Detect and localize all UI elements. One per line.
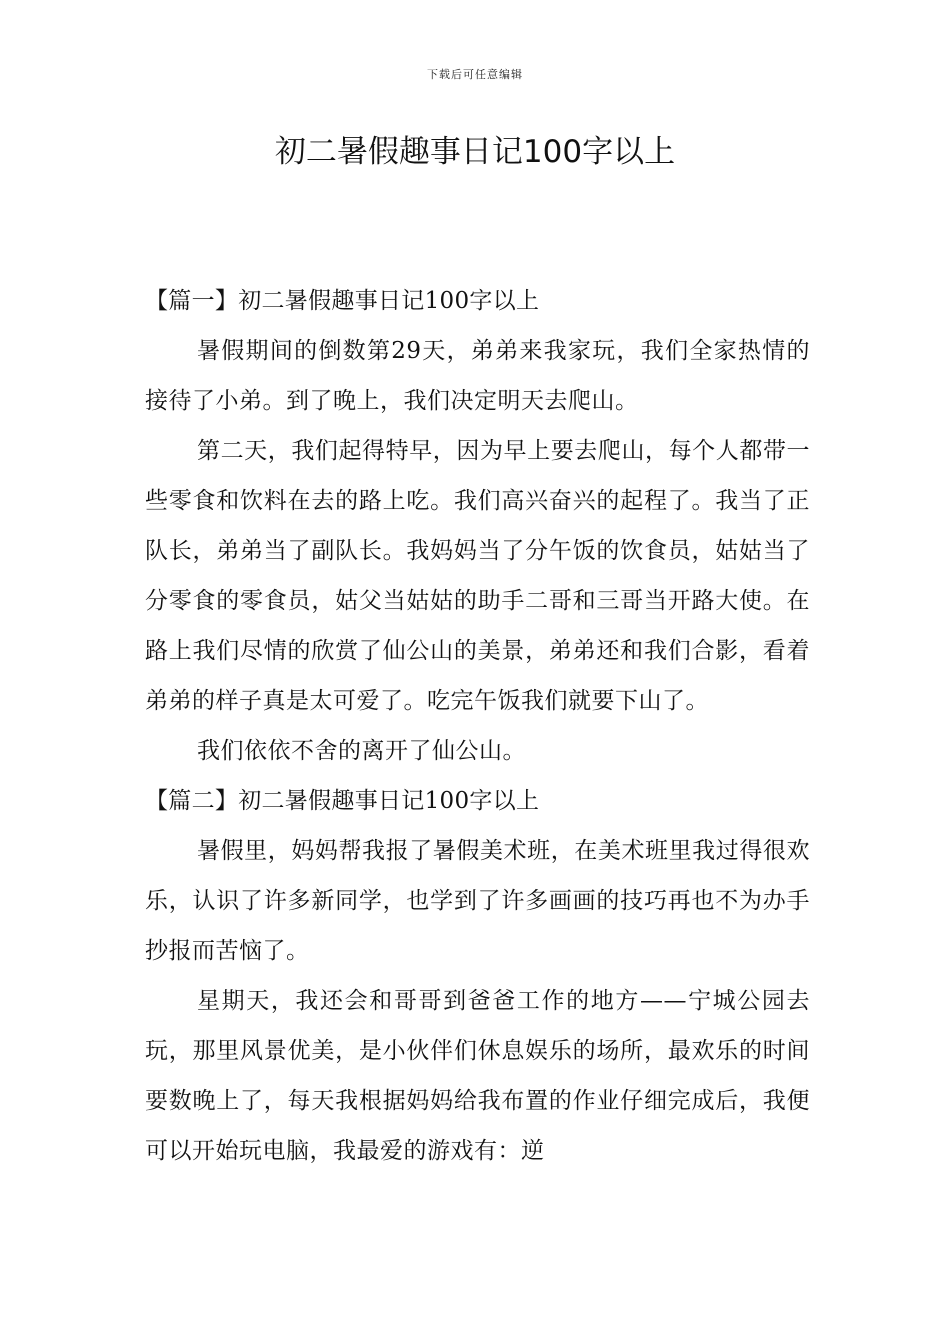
paragraph: 星期天，我还会和哥哥到爸爸工作的地方——宁城公园去玩，那里风景优美，是小伙伴们休息娱乐的场所，最欢乐的时间要数晚上了，每天我根据妈妈给我布置的作业仔细完成后，我便可以开始玩电脑，我最爱的游戏有：逆 bbox=[145, 988, 810, 1164]
document-title: 初二暑假趣事日记100字以上 bbox=[274, 134, 676, 170]
paragraph: 第二天，我们起得特早，因为早上要去爬山，每个人都带一些零食和饮料在去的路上吃。我们高兴奋兴的起程了。我当了正队长，弟弟当了副队长。我妈妈当了分午饭的饮食员，姑姑当了分零食的零食员，姑父当姑姑的助手二哥和三哥当开路大使。在路上我们尽情的欣赏了仙公山的美景，弟弟还和我们合影，看着弟弟的样子真是太可爱了。吃完午饭我们就要下山了。 bbox=[145, 438, 810, 714]
section-heading: 【篇二】初二暑假趣事日记100字以上 bbox=[145, 788, 540, 814]
header-note: 下载后可任意编辑 bbox=[427, 68, 523, 81]
section-2 bbox=[145, 776, 810, 1176]
paragraph: 暑假期间的倒数第29天，弟弟来我家玩，我们全家热情的接待了小弟。到了晚上，我们决定明天去爬山。 bbox=[145, 338, 810, 414]
section-1 bbox=[145, 276, 810, 776]
paragraph: 我们依依不舍的离开了仙公山。 bbox=[197, 738, 526, 764]
paragraph: 暑假里，妈妈帮我报了暑假美术班，在美术班里我过得很欢乐，认识了许多新同学，也学到了许多画画的技巧再也不为办手抄报而苦恼了。 bbox=[145, 838, 810, 964]
document-body bbox=[145, 276, 810, 1176]
section-heading: 【篇一】初二暑假趣事日记100字以上 bbox=[145, 288, 540, 314]
